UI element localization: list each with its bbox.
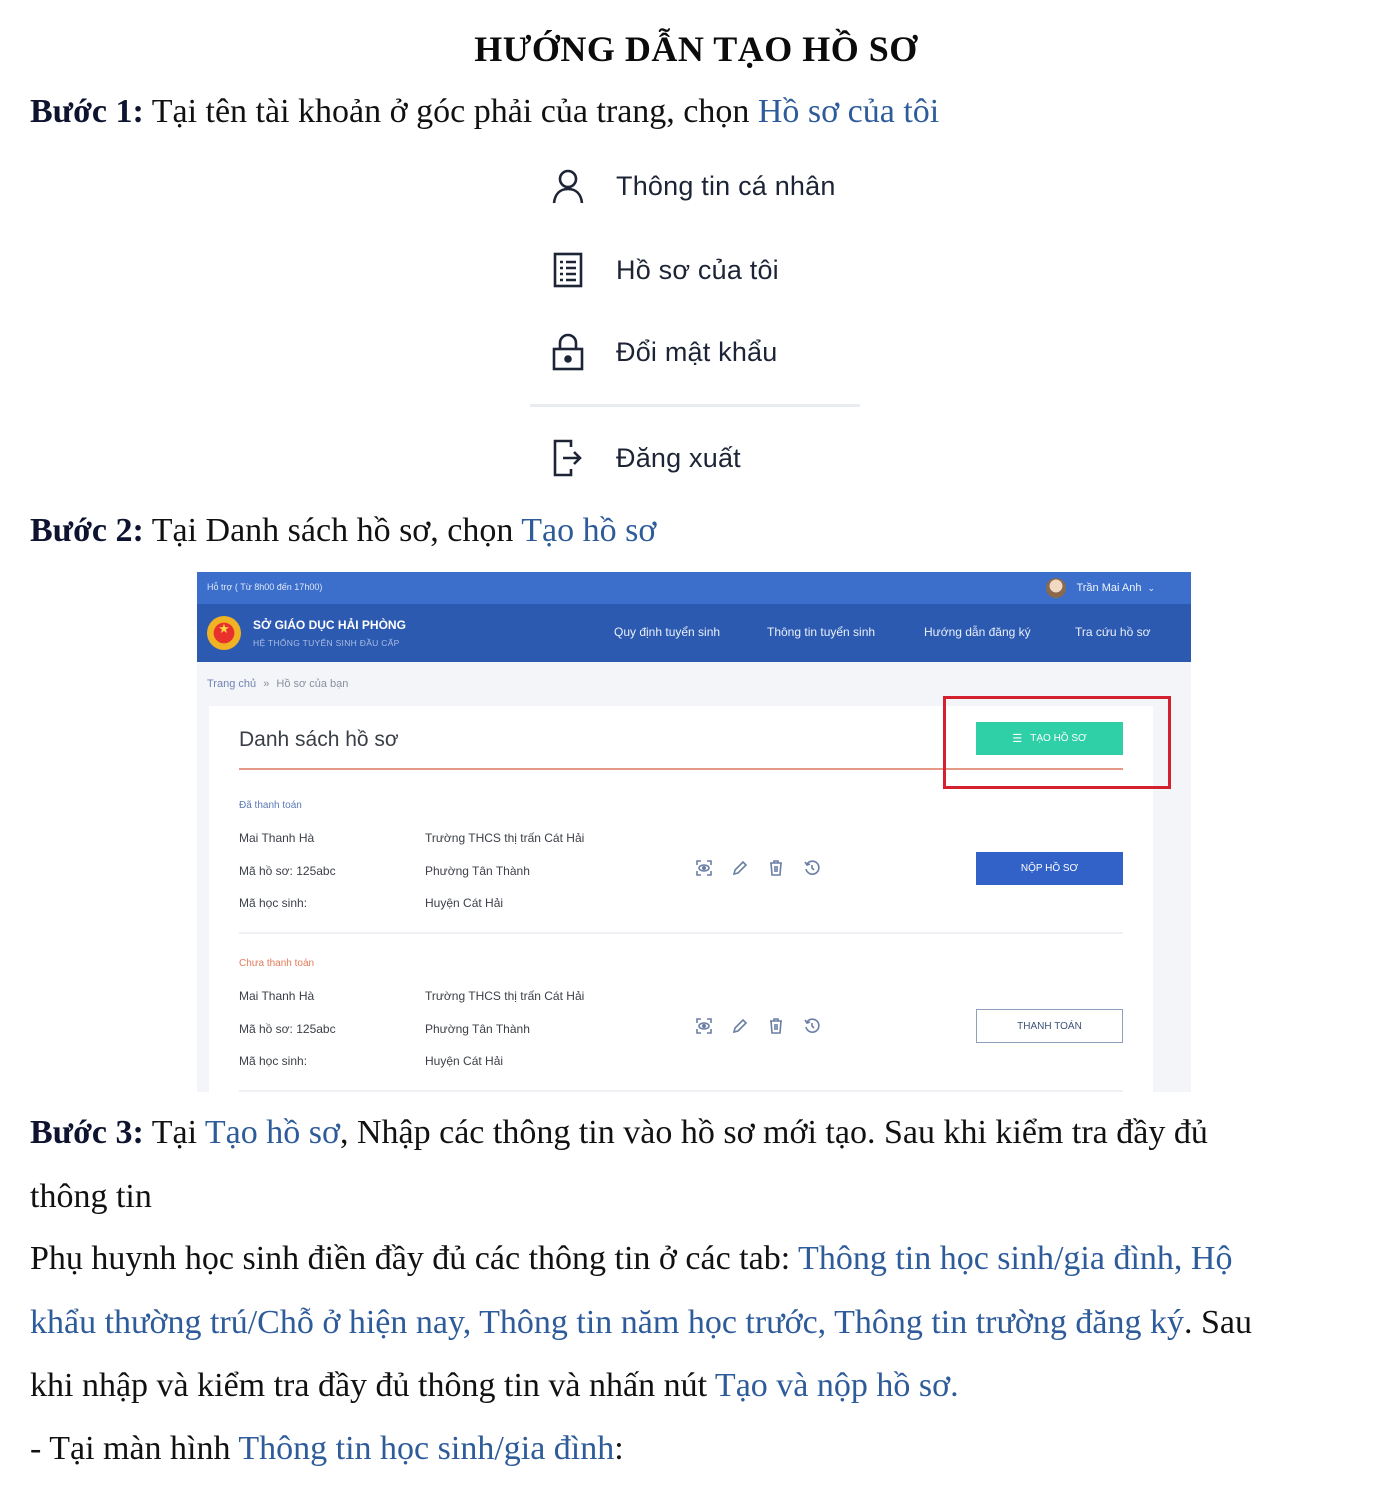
instruction-text: Phụ huynh học sinh điền đầy đủ các thông tin ở các tab: (30, 1240, 799, 1277)
step3-text: , Nhập các thông tin vào hồ sơ mới tạo. Sau khi kiểm tra đầy đủ (339, 1114, 1208, 1151)
instruction-line2 (30, 1303, 1252, 1343)
tab-names-link: Thông tin học sinh/gia đình, Hộ (798, 1240, 1233, 1277)
step3-link: Tạo hồ sơ (204, 1114, 340, 1151)
nav-record-lookup[interactable]: Tra cứu hồ sơ (1075, 625, 1151, 639)
row-divider (239, 932, 1123, 934)
bullet-line (30, 1429, 624, 1469)
school: Trường THCS thị trấn Cát Hải (425, 831, 585, 845)
step2-paragraph (30, 511, 656, 551)
status-badge: Đã thanh toán (239, 800, 302, 811)
submit-record-button[interactable]: NỘP HỒ SƠ (976, 852, 1123, 885)
step3-label: Bước 3: (30, 1114, 144, 1151)
menu-item-label: Hồ sơ của tôi (616, 254, 779, 285)
menu-item-change-password[interactable] (530, 330, 860, 374)
breadcrumb-current: Hồ sơ của bạn (276, 678, 349, 690)
record-actions (694, 858, 822, 878)
user-menu[interactable] (1046, 578, 1155, 598)
menu-item-label: Đổi mật khẩu (616, 336, 778, 367)
nav-registration-guide[interactable]: Hướng dẫn đăng ký (924, 625, 1031, 639)
org-name: SỞ GIÁO DỤC HẢI PHÒNG (253, 618, 406, 632)
step2-link: Tạo hồ sơ (521, 512, 657, 549)
step2-label: Bước 2: (30, 512, 144, 549)
bullet-text: - Tại màn hình (30, 1430, 239, 1467)
step1-paragraph (30, 92, 939, 132)
status-badge: Chưa thanh toán (239, 958, 315, 969)
step3-text: Tại (143, 1114, 205, 1151)
create-submit-link: Tạo và nộp hồ sơ. (714, 1367, 959, 1404)
support-hours: Hỗ trợ ( Từ 8h00 đến 17h00) (207, 582, 323, 592)
menu-item-personal-info[interactable] (530, 164, 860, 208)
step3-line2: thông tin (30, 1178, 152, 1215)
nav-admission-info[interactable]: Thông tin tuyển sinh (767, 625, 876, 639)
breadcrumb-separator: » (263, 678, 270, 690)
district: Huyện Cát Hải (425, 1054, 504, 1068)
edit-icon[interactable] (730, 858, 750, 878)
menu-item-logout[interactable] (530, 436, 860, 480)
student-name: Mai Thanh Hà (239, 831, 315, 845)
instruction-line1 (30, 1239, 1232, 1279)
student-name: Mai Thanh Hà (239, 989, 315, 1003)
org-subtitle: HỆ THỐNG TUYỂN SINH ĐẦU CẤP (253, 638, 400, 648)
district: Huyện Cát Hải (425, 896, 504, 910)
document-list-icon (548, 250, 588, 290)
top-bar (197, 572, 1191, 604)
create-record-label: TẠO HỒ SƠ (1030, 733, 1087, 744)
bullet-end: : (614, 1430, 624, 1467)
step1-link: Hồ sơ của tôi (757, 93, 940, 130)
menu-item-label: Đăng xuất (616, 442, 741, 473)
logout-icon (548, 438, 588, 478)
step1-text: Tại tên tài khoản ở góc phải của trang, chọn (143, 93, 758, 130)
row-divider (239, 1090, 1123, 1092)
nav-bar (197, 604, 1191, 662)
nav-admission-rules[interactable]: Quy định tuyển sinh (614, 625, 721, 639)
account-dropdown-menu (530, 160, 860, 485)
lock-icon (548, 332, 588, 372)
history-icon[interactable] (802, 858, 822, 878)
school: Trường THCS thị trấn Cát Hải (425, 989, 585, 1003)
breadcrumb (207, 678, 348, 690)
pay-button[interactable]: THANH TOÁN (976, 1009, 1123, 1043)
breadcrumb-home[interactable]: Trang chủ (207, 678, 257, 690)
student-code: Mã học sinh: (239, 1054, 308, 1068)
avatar (1046, 578, 1066, 598)
user-icon (548, 166, 588, 206)
user-name: Trần Mai Anh (1076, 582, 1142, 594)
instruction-line3 (30, 1366, 959, 1406)
playlist-add-icon: ☰ (1012, 733, 1023, 745)
chevron-down-icon: ⌄ (1147, 582, 1155, 593)
delete-icon[interactable] (766, 1016, 786, 1036)
ward: Phường Tân Thành (425, 1022, 530, 1036)
menu-divider (530, 404, 860, 407)
instruction-text: khi nhập và kiểm tra đầy đủ thông tin và nhấn nút (30, 1367, 715, 1404)
record-code: Mã hồ sơ: 125abc (239, 1022, 336, 1036)
menu-item-label: Thông tin cá nhân (616, 170, 836, 201)
step1-label: Bước 1: (30, 93, 144, 130)
view-icon[interactable] (694, 858, 714, 878)
step2-text: Tại Danh sách hồ sơ, chọn (143, 512, 522, 549)
bullet-link: Thông tin học sinh/gia đình (238, 1430, 615, 1467)
tab-names-link: khẩu thường trú/Chỗ ở hiện nay, Thông tin năm học trước, Thông tin trường đăng ký (30, 1304, 1184, 1341)
history-icon[interactable] (802, 1016, 822, 1036)
highlight-box (943, 696, 1171, 789)
delete-icon[interactable] (766, 858, 786, 878)
portal-screenshot (197, 572, 1191, 1092)
menu-item-my-records[interactable] (530, 248, 860, 292)
record-actions (694, 1016, 822, 1036)
step3-paragraph (30, 1113, 1208, 1153)
list-title: Danh sách hồ sơ (239, 728, 399, 751)
instruction-text: . Sau (1184, 1304, 1252, 1341)
edit-icon[interactable] (730, 1016, 750, 1036)
ward: Phường Tân Thành (425, 864, 530, 878)
student-code: Mã học sinh: (239, 896, 308, 910)
record-code: Mã hồ sơ: 125abc (239, 864, 336, 878)
national-emblem-icon (207, 616, 241, 650)
document-title: HƯỚNG DẪN TẠO HỒ SƠ (474, 29, 918, 69)
view-icon[interactable] (694, 1016, 714, 1036)
